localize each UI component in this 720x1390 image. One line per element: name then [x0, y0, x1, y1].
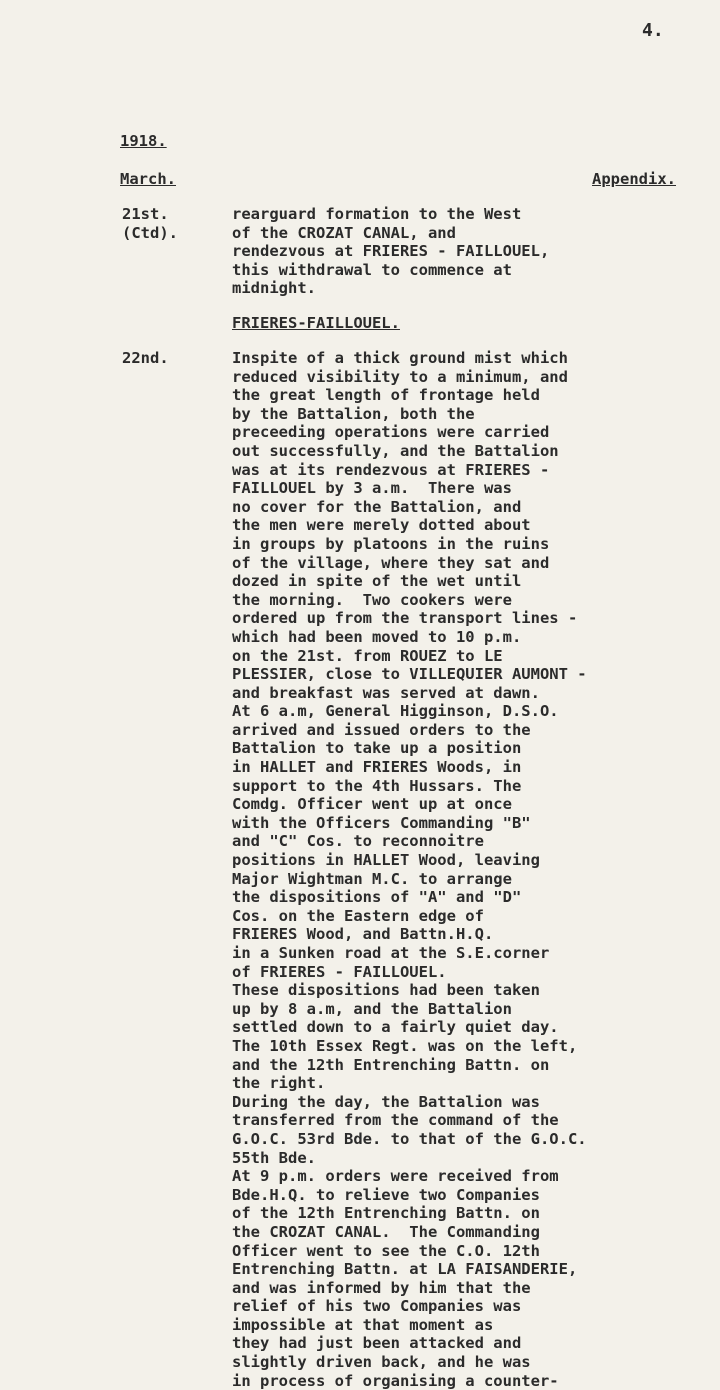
- page-number: 4.: [642, 20, 664, 41]
- text-line: Bde.H.Q. to relieve two Companies: [232, 1185, 540, 1204]
- text-line: on the 21st. from ROUEZ to LE: [232, 646, 503, 665]
- text-line: reduced visibility to a minimum, and: [232, 367, 568, 386]
- text-line: and the 12th Entrenching Battn. on: [232, 1055, 550, 1074]
- date-line: 21st.: [122, 205, 169, 223]
- text-line: which had been moved to 10 p.m.: [232, 627, 522, 646]
- text-line: Inspite of a thick ground mist which: [232, 349, 568, 367]
- text-line: Major Wightman M.C. to arrange: [232, 869, 512, 888]
- text-line: the morning. Two cookers were: [232, 590, 512, 609]
- text-line: the CROZAT CANAL. The Commanding: [232, 1222, 540, 1241]
- text-line: midnight.: [232, 279, 316, 298]
- text-line: in groups by platoons in the ruins: [232, 534, 550, 553]
- entry-date-22nd: [122, 349, 169, 368]
- text-line: arrived and issued orders to the: [232, 720, 531, 739]
- text-line: preceeding operations were carried: [232, 423, 550, 442]
- text-line: no cover for the Battalion, and: [232, 497, 522, 516]
- text-line: dozed in spite of the wet until: [232, 572, 522, 591]
- text-line: Officer went to see the C.O. 12th: [232, 1241, 540, 1260]
- text-line: At 6 a.m, General Higginson, D.S.O.: [232, 702, 559, 721]
- text-line: impossible at that moment as: [232, 1315, 494, 1334]
- text-line: Comdg. Officer went up at once: [232, 795, 512, 814]
- text-line: and was informed by him that the: [232, 1278, 531, 1297]
- text-line: rendezvous at FRIERES - FAILLOUEL,: [232, 242, 550, 261]
- text-line: G.O.C. 53rd Bde. to that of the G.O.C.: [232, 1129, 587, 1148]
- text-line: The 10th Essex Regt. was on the left,: [232, 1036, 578, 1055]
- text-line: this withdrawal to commence at: [232, 260, 512, 279]
- text-line: the men were merely dotted about: [232, 516, 531, 535]
- entry-text-22nd: [232, 349, 702, 1390]
- text-line: support to the 4th Hussars. The: [232, 776, 522, 795]
- text-line: of the CROZAT CANAL, and: [232, 223, 456, 242]
- text-line: relief of his two Companies was: [232, 1297, 522, 1316]
- text-line: PLESSIER, close to VILLEQUIER AUMONT -: [232, 665, 587, 684]
- text-line: in process of organising a counter-: [232, 1371, 559, 1390]
- section-heading: FRIERES-FAILLOUEL.: [232, 314, 400, 332]
- text-line: ordered up from the transport lines -: [232, 609, 578, 628]
- text-line: of FRIERES - FAILLOUEL.: [232, 962, 447, 981]
- text-line: the right.: [232, 1074, 326, 1093]
- text-line: positions in HALLET Wood, leaving: [232, 851, 540, 870]
- text-line: with the Officers Commanding "B": [232, 813, 531, 832]
- text-line: they had just been attacked and: [232, 1334, 522, 1353]
- text-line: FRIERES Wood, and Battn.H.Q.: [232, 925, 494, 944]
- text-line: in HALLET and FRIERES Woods, in: [232, 758, 522, 777]
- text-line: transferred from the command of the: [232, 1111, 559, 1130]
- text-line: 55th Bde.: [232, 1148, 316, 1167]
- text-line: FAILLOUEL by 3 a.m. There was: [232, 479, 512, 498]
- text-line: and "C" Cos. to reconnoitre: [232, 832, 484, 851]
- year-heading: 1918.: [120, 132, 167, 150]
- text-line: was at its rendezvous at FRIERES -: [232, 460, 550, 479]
- text-line: Cos. on the Eastern edge of: [232, 906, 484, 925]
- entry-text-21st: [232, 205, 702, 298]
- text-line: settled down to a fairly quiet day.: [232, 1018, 559, 1037]
- text-line: and breakfast was served at dawn.: [232, 683, 540, 702]
- date-line: (Ctd).: [122, 223, 178, 242]
- text-line: Battalion to take up a position: [232, 739, 522, 758]
- text-line: the great length of frontage held: [232, 386, 540, 405]
- text-line: These dispositions had been taken: [232, 981, 540, 1000]
- text-line: of the 12th Entrenching Battn. on: [232, 1204, 540, 1223]
- appendix-heading: Appendix.: [592, 170, 676, 188]
- entry-date-21st: [122, 205, 178, 242]
- text-line: in a Sunken road at the S.E.corner: [232, 944, 550, 962]
- text-line: At 9 p.m. orders were received from: [232, 1167, 559, 1186]
- text-line: of the village, where they sat and: [232, 553, 550, 572]
- text-line: Entrenching Battn. at LA FAISANDERIE,: [232, 1260, 578, 1279]
- text-line: the dispositions of "A" and "D": [232, 888, 522, 907]
- text-line: During the day, the Battalion was: [232, 1092, 540, 1111]
- text-line: rearguard formation to the West: [232, 205, 522, 223]
- month-heading: March.: [120, 170, 176, 188]
- date-line: 22nd.: [122, 349, 169, 367]
- text-line: out successfully, and the Battalion: [232, 441, 559, 460]
- text-line: slightly driven back, and he was: [232, 1353, 531, 1372]
- text-line: by the Battalion, both the: [232, 404, 475, 423]
- text-line: up by 8 a.m, and the Battalion: [232, 999, 512, 1018]
